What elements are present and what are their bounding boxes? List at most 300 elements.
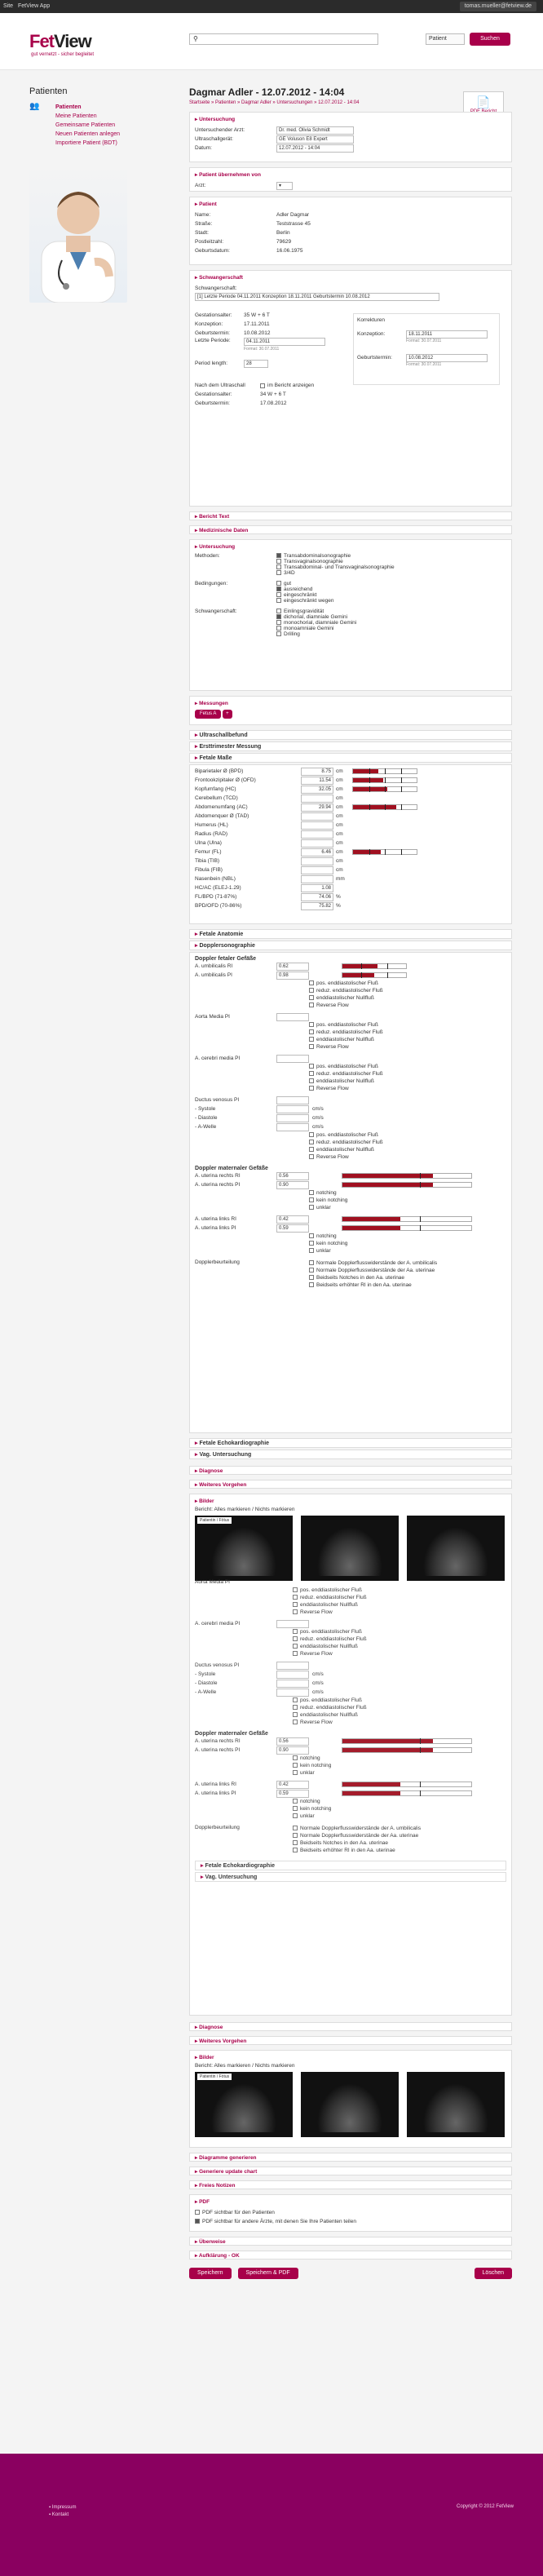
footer [0, 2454, 543, 2576]
methoden-cb-2[interactable] [276, 564, 281, 569]
link-medizinisch[interactable]: ▸ Medizinische Daten [189, 525, 512, 534]
dv2-unit-0: cm/s [312, 1671, 324, 1677]
pdf-patient-checkbox[interactable] [195, 2210, 200, 2215]
notch-li-2: unklar [316, 1248, 331, 1254]
masse-gauge [352, 777, 417, 783]
sw-1: dichorial, diamniale Gemini [284, 614, 348, 620]
dv-diastole-input[interactable] [276, 1114, 309, 1122]
arzt-short-select[interactable]: ▾ [276, 182, 293, 190]
dv-3: Reverse Flow [316, 1154, 349, 1160]
umb-cb-2[interactable] [309, 995, 314, 1000]
notch-re-cb-1[interactable] [309, 1197, 314, 1202]
sidebar-item-gemeinsame[interactable]: Gemeinsame Patienten [55, 122, 116, 128]
datum-input[interactable]: 12.07.2012 - 14:04 [276, 144, 354, 153]
bed-1: ausreichend [284, 586, 313, 592]
search-icon: ⚲ [193, 35, 198, 42]
beur2-1: Normale Dopplerflusswiderstände der Aa. uterinae [300, 1833, 419, 1839]
methoden-cb-0[interactable] [276, 553, 281, 558]
geraet-label: Ultraschallgerät: [195, 136, 233, 142]
cer-cb-0[interactable] [309, 1064, 314, 1069]
sw-cb-2[interactable] [276, 620, 281, 625]
umb-ri-input[interactable]: 0.62 [276, 963, 309, 971]
cer2-cb-1[interactable] [293, 1636, 298, 1641]
masse-input[interactable]: 32.05 [301, 786, 333, 794]
dv2-cb-1[interactable] [293, 1705, 298, 1710]
link-diagnose[interactable]: ▸ Diagnose [189, 1466, 512, 1475]
fetus-a-button[interactable]: Fetus A [195, 710, 221, 719]
schwangerschaft-title[interactable]: ▸ Schwangerschaft [195, 274, 506, 281]
ultrasound-thumb-2[interactable] [301, 1516, 399, 1581]
cer2-cb-0[interactable] [293, 1629, 298, 1634]
masse-input[interactable] [301, 830, 333, 839]
ut2-re-pi-input[interactable]: 0.90 [276, 1746, 309, 1755]
acc-echokardio-2[interactable]: ▸ Fetale Echokardiographie [195, 1861, 506, 1870]
pdf-section-title[interactable]: ▸ PDF [195, 2198, 506, 2205]
patient-uebernehmen-title[interactable]: ▸ Patient übernehmen von [195, 171, 506, 178]
ultrasound-thumb-5[interactable] [301, 2072, 399, 2137]
notch2-re-cb-1[interactable] [293, 1763, 298, 1768]
dv-cb-0[interactable] [309, 1132, 314, 1137]
masse-label: BPD/OFD (70-86%) [195, 903, 242, 909]
ductus-input-2[interactable] [276, 1662, 309, 1670]
footer-kontakt[interactable]: ▪ Kontakt [49, 2512, 69, 2517]
masse-row [195, 785, 506, 794]
notch2-li-cb-0[interactable] [293, 1799, 298, 1804]
dv-awelle-label: - A-Welle [195, 1124, 217, 1130]
schwanger-select[interactable]: [1] Letzte Periode 04.11.2011 Konzeption 18.11.2011 Geburtstermin 10.08.2012 [195, 293, 439, 301]
notch2-re-0: notching [300, 1755, 320, 1761]
format-hint: Format: 30.07.2011 [244, 347, 280, 352]
masse-label: Humerus (HL) [195, 822, 228, 828]
umb-cb-1[interactable] [309, 988, 314, 993]
acc-doppler[interactable]: ▸ Dopplersonographie [189, 941, 512, 950]
bed-cb-0[interactable] [276, 581, 281, 586]
masse-row [195, 892, 506, 901]
cer-cb-1[interactable] [309, 1071, 314, 1076]
ut-re-pi-input[interactable]: 0.90 [276, 1181, 309, 1189]
header [0, 13, 543, 70]
ut2-li-pi-gauge [342, 1790, 472, 1796]
search-scope-select[interactable]: Patient [426, 33, 465, 45]
masse-label: HC/AC (ELEJ-1.29) [195, 885, 241, 891]
ultrasound-thumb-4[interactable] [195, 2072, 293, 2137]
methoden-2: Transabdominal- und Transvaginalsonographie [284, 564, 395, 570]
bilder-title[interactable]: ▸ Bilder [195, 1498, 506, 1504]
pdf-section [189, 2194, 512, 2232]
ut-re-pi-label: A. uterina rechts PI [195, 1182, 241, 1188]
footer-links [49, 2504, 76, 2519]
masse-unit: cm [336, 768, 343, 774]
dv-systole-input[interactable] [276, 1105, 309, 1113]
main-content [189, 86, 512, 2279]
ut2-li-ri-gauge [342, 1782, 472, 1787]
doppler-section [189, 952, 512, 1433]
untersuchung-section [189, 112, 512, 162]
notch-re-2: unklar [316, 1205, 331, 1211]
messungen-title[interactable]: ▸ Messungen [195, 700, 506, 706]
notch-li-cb-0[interactable] [309, 1233, 314, 1238]
cer-2: enddiastolischer Nullfluß [316, 1078, 374, 1084]
methoden-label: Methoden: [195, 553, 220, 559]
dv-0: pos. enddiastolischer Fluß [316, 1132, 378, 1138]
arzt-select[interactable]: Dr. med. Olivia Schmidt [276, 126, 354, 135]
sw-cb-3[interactable] [276, 626, 281, 631]
aorta2-cb-3[interactable] [293, 1609, 298, 1614]
nach-cb-label: im Bericht anzeigen [267, 383, 315, 388]
aorta-cb-0[interactable] [309, 1022, 314, 1027]
aorta-cb-3[interactable] [309, 1044, 314, 1049]
gest2-value: 34 W + 6 T [260, 392, 286, 397]
aorta2-cb-2[interactable] [293, 1602, 298, 1607]
ut2-re-pi-label: A. uterina rechts PI [195, 1747, 241, 1753]
link-update-chart[interactable]: ▸ Generiere update chart [189, 2167, 512, 2175]
beur-cb-1[interactable] [309, 1268, 314, 1273]
aorta-input[interactable] [276, 1013, 309, 1021]
page-title: Dagmar Adler - 12.07.2012 - 14:04 [189, 86, 345, 98]
dv2-awelle-input[interactable] [276, 1689, 309, 1697]
beur-1: Normale Dopplerflusswiderstände der Aa. uterinae [316, 1268, 435, 1273]
beur2-cb-3[interactable] [293, 1848, 298, 1852]
notch2-re-cb-2[interactable] [293, 1770, 298, 1775]
masse-row [195, 830, 506, 839]
beur2-cb-0[interactable] [293, 1826, 298, 1830]
link-vorgehen-2[interactable]: ▸ Weiteres Vorgehen [189, 2036, 512, 2045]
geb2-label: Geburtstermin: [195, 401, 230, 406]
breadcrumb[interactable]: Startseite » Patienten » Dagmar Adler » Untersuchungen » 12.07.2012 - 14:04 [189, 100, 360, 105]
masse-unit: cm [336, 822, 343, 828]
sidebar-nav [29, 103, 160, 148]
masse-label: Biparietaler Ø (BPD) [195, 768, 244, 774]
acc-ultraschallbefund[interactable]: ▸ Ultraschallbefund [189, 730, 512, 740]
masse-input[interactable] [301, 857, 333, 865]
doppler-mat-title-2: Doppler maternaler Gefäße [195, 1731, 268, 1737]
cer2-cb-3[interactable] [293, 1651, 298, 1656]
beur2-cb-1[interactable] [293, 1833, 298, 1838]
footer-copyright: Copyright © 2012 FetView [456, 2504, 514, 2509]
link-vorgehen[interactable]: ▸ Weiteres Vorgehen [189, 1480, 512, 1489]
sidebar-item-neu[interactable]: Neuen Patienten anlegen [55, 131, 121, 137]
content-area [0, 70, 543, 2454]
r-konz-label: Konzeption: [357, 331, 386, 337]
format-hint-2: Format: 30.07.2011 [406, 339, 442, 343]
cer2-2: enddiastolischer Nullfluß [300, 1644, 358, 1649]
methoden-cb-1[interactable] [276, 559, 281, 564]
ut2-li-ri-label: A. uterina links RI [195, 1782, 236, 1787]
patient-plz: 79629 [276, 238, 292, 245]
masse-input[interactable]: 1.08 [301, 884, 333, 892]
konzeption-label: Konzeption: [195, 321, 223, 327]
konzeption-value: 17.11.2011 [244, 321, 270, 327]
link-bericht[interactable]: ▸ Bericht Text [189, 511, 512, 520]
masse-label: Nasenbein (NBL) [195, 876, 236, 882]
sidebar-item-meine[interactable]: Meine Patienten [55, 113, 97, 119]
acc-echokardio[interactable]: ▸ Fetale Echokardiographie [189, 1438, 512, 1448]
masse-label: Frontookzipitaler Ø (OFD) [195, 777, 256, 783]
ut2-li-pi-label: A. uterina links PI [195, 1790, 236, 1796]
notch-li-cb-1[interactable] [309, 1241, 314, 1246]
ut2-re-ri-label: A. uterina rechts RI [195, 1738, 241, 1744]
umb-1: reduz. enddiastolischer Fluß [316, 988, 383, 994]
cer-0: pos. enddiastolischer Fluß [316, 1064, 378, 1069]
cer2-cb-2[interactable] [293, 1644, 298, 1649]
dv2-1: reduz. enddiastolischer Fluß [300, 1705, 367, 1711]
ut-re-ri-input[interactable]: 0.56 [276, 1172, 309, 1180]
untersuchung-detail-title[interactable]: ▸ Untersuchung [195, 543, 506, 550]
umb-pi-input[interactable]: 0.98 [276, 972, 309, 980]
acc-vag-2[interactable]: ▸ Vag. Untersuchung [195, 1872, 506, 1882]
masse-unit: cm [336, 777, 343, 783]
notch2-li-cb-1[interactable] [293, 1806, 298, 1811]
ut-li-pi-gauge [342, 1225, 472, 1231]
dv-cb-1[interactable] [309, 1140, 314, 1144]
acc-fetale-anatomie[interactable]: ▸ Fetale Anatomie [189, 929, 512, 939]
patient-name: Adler Dagmar [276, 211, 310, 218]
aorta-cb-2[interactable] [309, 1037, 314, 1042]
methoden-cb-3[interactable] [276, 570, 281, 575]
cer-3: Reverse Flow [316, 1086, 349, 1091]
ultrasound-thumb-6[interactable] [407, 2072, 505, 2137]
sidebar-item-patienten[interactable]: 👥 Patienten [29, 102, 82, 111]
search-button[interactable]: Suchen [470, 33, 510, 46]
masse-input[interactable]: 74.06 [301, 893, 333, 901]
masse-input[interactable] [301, 866, 333, 874]
beur-2: Beidseits Notches in den Aa. uterinae [316, 1275, 405, 1281]
notch-li-cb-2[interactable] [309, 1248, 314, 1253]
link-ueberweise[interactable]: ▸ Überweise [189, 2237, 512, 2246]
link-aufklaerung[interactable]: ▸ Aufklärung - OK [189, 2251, 512, 2260]
masse-input[interactable] [301, 821, 333, 830]
pdf-icon: 📄 [476, 95, 491, 108]
masse-row [195, 767, 506, 776]
stadt-label: Stadt: [195, 229, 209, 236]
ut2-re-ri-input[interactable]: 0.56 [276, 1737, 309, 1746]
geburtstermin-value: 10.08.2012 [244, 330, 271, 336]
bed-cb-2[interactable] [276, 592, 281, 597]
bilder-select-links[interactable]: Bericht: Alles markieren / Nichts markieren [195, 1507, 295, 1512]
doppler-mat-title: Doppler maternaler Gefäße [195, 1166, 268, 1171]
masse-unit: cm [336, 813, 343, 819]
nach-checkbox[interactable] [260, 383, 265, 388]
schwanger2-label: Schwangerschaft: [195, 609, 237, 614]
r-geb-input[interactable]: 10.08.2012 [406, 354, 488, 362]
masse-input[interactable]: 11.54 [301, 777, 333, 785]
masse-unit: % [336, 903, 341, 909]
ut-re-pi-gauge [342, 1182, 472, 1188]
umb-2: enddiastolischer Nullfluß [316, 995, 374, 1001]
notch2-li-cb-2[interactable] [293, 1813, 298, 1818]
dv2-systole-input[interactable] [276, 1671, 309, 1679]
sw-cb-0[interactable] [276, 609, 281, 613]
sw-cb-1[interactable] [276, 614, 281, 619]
masse-row [195, 839, 506, 848]
methoden-3: 3/4D [284, 570, 295, 576]
masse-label: Tibia (TIB) [195, 858, 220, 864]
notch2-re-1: kein notching [300, 1763, 332, 1768]
masse-input[interactable]: 8.75 [301, 768, 333, 776]
ductus-input[interactable] [276, 1096, 309, 1104]
r-konz-input[interactable]: 18.11.2011 [406, 330, 488, 339]
ut-li-pi-input[interactable]: 0.59 [276, 1224, 309, 1233]
dv2-cb-3[interactable] [293, 1720, 298, 1724]
bed-cb-1[interactable] [276, 586, 281, 591]
masse-label: Abdomenumfang (AC) [195, 804, 248, 810]
beur2-cb-2[interactable] [293, 1840, 298, 1845]
notch-re-1: kein notching [316, 1197, 348, 1203]
beur-cb-0[interactable] [309, 1260, 314, 1265]
masse-unit: cm [336, 867, 343, 873]
period-select[interactable]: 28 [244, 360, 268, 368]
patient-geb: 16.06.1975 [276, 247, 303, 254]
aorta2-3: Reverse Flow [300, 1609, 333, 1615]
patient-uebernehmen-section [189, 167, 512, 192]
search-input[interactable] [189, 33, 378, 45]
masse-row [195, 821, 506, 830]
aorta-label-2: Aorta Media PI [195, 1579, 230, 1585]
aorta2-2: enddiastolischer Nullfluß [300, 1602, 358, 1608]
acc-fetale-masse[interactable]: ▸ Fetale Maße [189, 753, 512, 763]
masse-unit: % [336, 894, 341, 900]
ut2-li-pi-input[interactable]: 0.59 [276, 1790, 309, 1798]
dv2-0: pos. enddiastolischer Fluß [300, 1697, 362, 1703]
untersuchung-title[interactable]: ▸ Untersuchung [195, 116, 506, 122]
patient-title[interactable]: ▸ Patient [195, 201, 506, 207]
cer2-3: Reverse Flow [300, 1651, 333, 1657]
cerebri-label: A. cerebri media PI [195, 1056, 241, 1061]
cer-cb-2[interactable] [309, 1078, 314, 1083]
user-menu[interactable]: tomas.mueller@fetview.de [460, 2, 536, 11]
dv2-diastole-label: - Diastole [195, 1680, 218, 1686]
masse-unit: mm [336, 876, 345, 882]
sw-cb-4[interactable] [276, 631, 281, 636]
action-bar [189, 2268, 512, 2279]
masse-unit: cm [336, 831, 343, 837]
patient-stadt: Berlin [276, 229, 290, 236]
dv-cb-3[interactable] [309, 1154, 314, 1159]
dv2-diastole-input[interactable] [276, 1680, 309, 1688]
arzt-label: Untersuchender Arzt: [195, 127, 245, 133]
ut-re-ri-label: A. uterina rechts RI [195, 1173, 241, 1179]
ut-li-ri-input[interactable]: 0.42 [276, 1215, 309, 1224]
bilder-select-links-2[interactable]: Bericht: Alles markieren / Nichts markieren [195, 2063, 295, 2069]
doppler-fetal-title: Doppler fetaler Gefäße [195, 956, 257, 962]
site-link[interactable]: Site [3, 3, 14, 9]
dv-unit-2: cm/s [312, 1124, 324, 1130]
acc-vag[interactable]: ▸ Vag. Untersuchung [189, 1450, 512, 1459]
save-button[interactable]: Speichern [189, 2268, 232, 2279]
link-diagramme[interactable]: ▸ Diagramme generieren [189, 2153, 512, 2162]
dv-2: enddiastolischer Nullfluß [316, 1147, 374, 1153]
dv2-systole-label: - Systole [195, 1671, 216, 1677]
notch-re-cb-0[interactable] [309, 1190, 314, 1195]
masse-input[interactable] [301, 839, 333, 848]
geraet-select[interactable]: GE Voluson E8 Expert [276, 135, 354, 144]
bed-cb-3[interactable] [276, 598, 281, 603]
add-fetus-button[interactable]: + [223, 710, 232, 719]
dv2-3: Reverse Flow [300, 1720, 333, 1725]
cer-1: reduz. enddiastolischer Fluß [316, 1071, 383, 1077]
beur-cb-3[interactable] [309, 1282, 314, 1287]
save-pdf-button[interactable]: Speichern & PDF [238, 2268, 298, 2279]
notch2-re-2: unklar [300, 1770, 315, 1776]
umb-cb-0[interactable] [309, 980, 314, 985]
umb-3: Reverse Flow [316, 1003, 349, 1008]
bilder-title-2[interactable]: ▸ Bilder [195, 2054, 506, 2060]
masse-row [195, 901, 506, 910]
dv-awelle-input[interactable] [276, 1123, 309, 1131]
korrektur-box [353, 313, 500, 385]
masse-row [195, 812, 506, 821]
letzte-input[interactable]: 04.11.2011 [244, 338, 325, 346]
masse-unit: cm [336, 795, 343, 801]
ultrasound-thumb-1[interactable] [195, 1516, 293, 1581]
gest2-label: Gestationsalter: [195, 392, 232, 397]
aorta2-cb-1[interactable] [293, 1595, 298, 1600]
notch2-re-cb-0[interactable] [293, 1755, 298, 1760]
dv-unit-0: cm/s [312, 1106, 324, 1112]
beur2-2: Beidseits Notches in den Aa. uterinae [300, 1840, 389, 1846]
schwangerschaft-section [189, 270, 512, 507]
pdf-aerzte-checkbox[interactable] [195, 2219, 200, 2224]
masse-input[interactable] [301, 794, 333, 803]
cer-cb-3[interactable] [309, 1086, 314, 1091]
ut2-li-ri-input[interactable]: 0.42 [276, 1781, 309, 1789]
cerebri-input[interactable] [276, 1055, 309, 1063]
link-diagnose-2[interactable]: ▸ Diagnose [189, 2022, 512, 2031]
dv2-cb-2[interactable] [293, 1712, 298, 1717]
bed-2: eingeschränkt [284, 592, 317, 598]
masse-input[interactable]: 29.94 [301, 803, 333, 812]
ultrasound-thumb-3[interactable] [407, 1516, 505, 1581]
ut-re-ri-gauge [342, 1173, 472, 1179]
bilder-section-2 [189, 2050, 512, 2148]
fetale-masse-section [189, 764, 512, 924]
beur-cb-2[interactable] [309, 1275, 314, 1280]
acc-ersttrimester[interactable]: ▸ Ersttrimester Messung [189, 741, 512, 751]
masse-table [195, 767, 506, 910]
masse-input[interactable]: 75.82 [301, 902, 333, 910]
aorta-label: Aorta Media PI [195, 1014, 230, 1020]
footer-impressum[interactable]: ▪ Impressum [49, 2505, 77, 2510]
masse-row [195, 848, 506, 856]
masse-row [195, 803, 506, 812]
ut2-re-pi-gauge [342, 1747, 472, 1753]
logo[interactable]: FetView [29, 31, 91, 51]
letzte-label: Letzte Periode: [195, 338, 231, 343]
masse-row [195, 776, 506, 785]
umb-cb-3[interactable] [309, 1003, 314, 1007]
beur-0: Normale Dopplerflusswiderstände der A. umbilicalis [316, 1260, 438, 1266]
ut-li-pi-label: A. uterina links PI [195, 1225, 236, 1231]
sidebar-item-import[interactable]: Importiere Patient (BDT) [55, 140, 117, 146]
masse-input[interactable] [301, 812, 333, 821]
cerebri-input-2[interactable] [276, 1620, 309, 1628]
aorta2-cb-0[interactable] [293, 1587, 298, 1592]
masse-input[interactable]: 6.46 [301, 848, 333, 856]
ut2-re-ri-gauge [342, 1738, 472, 1744]
app-link[interactable]: FetView App [18, 3, 51, 9]
umb-ri-gauge [342, 963, 407, 969]
bilder-section [189, 1494, 512, 2016]
dv-cb-2[interactable] [309, 1147, 314, 1152]
gestation-value: 35 W + 6 T [244, 312, 270, 318]
dv2-cb-0[interactable] [293, 1697, 298, 1702]
delete-button[interactable]: Löschen [475, 2268, 512, 2279]
aorta-cb-1[interactable] [309, 1029, 314, 1034]
notch-re-cb-2[interactable] [309, 1205, 314, 1210]
methoden-1: Transvaginalsonographie [284, 559, 343, 564]
link-notizen[interactable]: ▸ Freies Notizen [189, 2180, 512, 2189]
masse-input[interactable] [301, 875, 333, 883]
